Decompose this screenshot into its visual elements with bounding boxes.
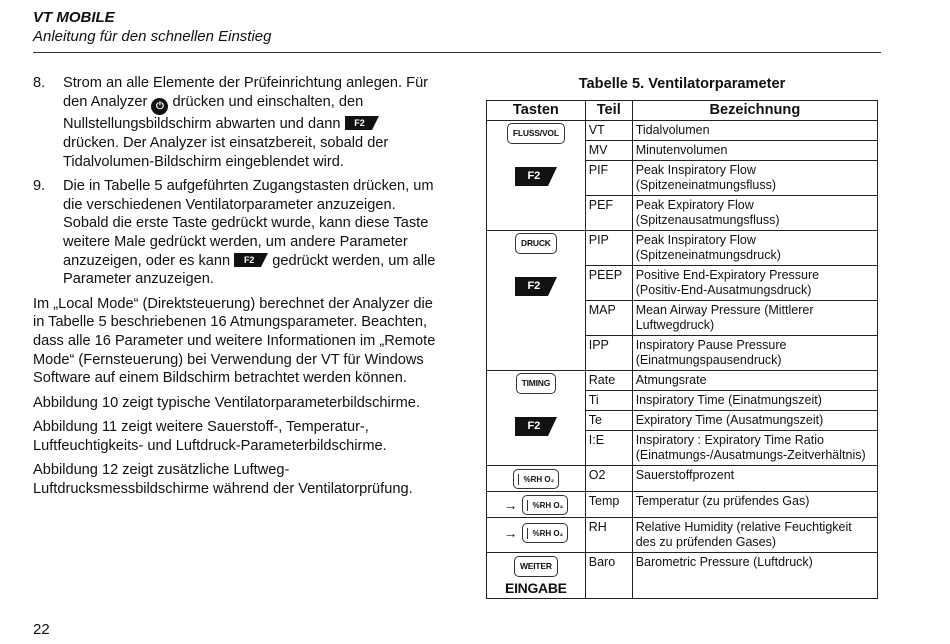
sensor-key-label: %RH O₂ — [532, 500, 564, 510]
instruction-column — [33, 74, 438, 505]
step-text-part: Strom an alle Elemente der Prüfeinrichtung anlegen. Für den Analyzer — [63, 75, 429, 110]
f2-key-label: F2 — [354, 118, 365, 129]
thermometer-icon — [527, 500, 530, 511]
bezeichnung-cell: Sauerstoffprozent — [632, 466, 877, 492]
bezeichnung-cell: Inspiratory Time (Einatmungszeit) — [632, 391, 877, 411]
teil-cell: I:E — [585, 431, 632, 466]
table-header-row — [487, 101, 878, 121]
arrow-right-icon: → — [503, 497, 518, 513]
teil-cell: VT — [585, 121, 632, 141]
step-text — [63, 177, 438, 289]
page-header — [33, 9, 881, 46]
step-text — [63, 74, 438, 171]
teil-cell: IPP — [585, 336, 632, 371]
bezeichnung-cell: Inspiratory : Expiratory Time Ratio (Einatmungs-/Ausatmungs-Zeitverhältnis) — [632, 431, 877, 466]
sensor-key-icon — [513, 469, 560, 489]
bezeichnung-cell: Relative Humidity (relative Feuchtigkeit des zu prüfenden Gases) — [632, 518, 877, 553]
header-divider — [33, 52, 881, 53]
step-text-part: Die in Tabelle 5 aufgeführten Zugangstasten drücken, um die verschiedenen Ventilatorparameter anzuzeigen. Sobald die erste Taste gedrückt wurde, kann diese Taste weitere Male gedrückt werden, um andere Parameter anzuzeigen, oder es kann — [63, 178, 434, 269]
bezeichnung-cell: Minutenvolumen — [632, 141, 877, 161]
teil-cell: MAP — [585, 301, 632, 336]
teil-cell: MV — [585, 141, 632, 161]
document-title: VT MOBILE — [33, 9, 115, 26]
timing-key-icon: TIMING — [516, 373, 557, 394]
teil-cell: O2 — [585, 466, 632, 492]
f2-key-icon — [515, 167, 557, 186]
bezeichnung-cell: Mean Airway Pressure (Mittlerer Luftwegdruck) — [632, 301, 877, 336]
arrow-right-icon: → — [503, 525, 518, 541]
bezeichnung-cell: Positive End-Expiratory Pressure (Positiv-End-Ausatmungsdruck) — [632, 266, 877, 301]
f2-key-icon — [515, 277, 557, 296]
sensor-key-icon — [522, 523, 569, 543]
paragraph-figure-12: Abbildung 12 zeigt zusätzliche Luftweg-Luftdrucksmessbildschirme während der Ventilatorprüfung. — [33, 462, 413, 498]
paragraph-local-mode: Im „Local Mode“ (Direktsteuerung) berechnet der Analyzer die in Tabelle 5 beschriebenen 16 Atmungsparameter. Beachten, dass alle 16 Parameter und weitere Informationen im „Remote Mode“ (Fernsteuerung) bei Verwendung der VT für Windows Software auf einem Bildschirm betrachtet werden können. — [33, 295, 436, 387]
sensor-key-icon — [522, 495, 569, 515]
table-row — [487, 492, 878, 518]
page-number: 22 — [33, 621, 50, 638]
step-number: 9. — [33, 178, 46, 195]
bezeichnung-cell: Barometric Pressure (Luftdruck) — [632, 553, 877, 599]
table-row — [487, 466, 878, 492]
teil-cell: Ti — [585, 391, 632, 411]
bezeichnung-cell: Peak Inspiratory Flow (Spitzeneinatmungsdruck) — [632, 231, 877, 266]
table-row — [487, 553, 878, 599]
sensor-key-label: %RH O₂ — [532, 528, 564, 538]
ventilator-parameter-table — [486, 100, 878, 599]
teil-cell: Temp — [585, 492, 632, 518]
weiter-key-icon: WEITER — [514, 556, 558, 577]
key-group-flow — [487, 121, 586, 231]
table-row — [487, 371, 878, 391]
key-group-o2 — [487, 466, 586, 492]
teil-cell: Rate — [585, 371, 632, 391]
teil-cell: PEF — [585, 196, 632, 231]
table-row — [487, 518, 878, 553]
bezeichnung-cell: Peak Expiratory Flow (Spitzenausatmungsfluss) — [632, 196, 877, 231]
power-icon: ⏻ — [151, 98, 168, 115]
bezeichnung-cell: Temperatur (zu prüfendes Gas) — [632, 492, 877, 518]
key-group-timing — [487, 371, 586, 466]
druck-key-icon: DRUCK — [515, 233, 557, 254]
thermometer-icon — [527, 528, 530, 539]
table-row — [487, 121, 878, 141]
teil-cell: PIP — [585, 231, 632, 266]
key-group-pressure — [487, 231, 586, 371]
bezeichnung-cell: Tidalvolumen — [632, 121, 877, 141]
f2-key-icon — [515, 417, 557, 436]
key-group-baro — [487, 553, 586, 599]
teil-cell: Baro — [585, 553, 632, 599]
sensor-key-label: %RH O₂ — [523, 474, 555, 484]
step-number: 8. — [33, 75, 46, 91]
f2-key-icon — [234, 253, 268, 267]
f2-key-label: F2 — [527, 420, 541, 432]
paragraph-figure-10: Abbildung 10 zeigt typische Ventilatorparameterbildschirme. — [33, 394, 420, 411]
teil-cell: RH — [585, 518, 632, 553]
step-9 — [33, 177, 438, 289]
bezeichnung-cell: Expiratory Time (Ausatmungszeit) — [632, 411, 877, 431]
teil-cell: PIF — [585, 161, 632, 196]
header-bezeichnung: Bezeichnung — [632, 101, 877, 121]
teil-cell: Te — [585, 411, 632, 431]
bezeichnung-cell: Atmungsrate — [632, 371, 877, 391]
table-title: Tabelle 5. Ventilatorparameter — [578, 76, 786, 92]
step-text-part: drücken und einschalten, den Nullstellungsbildschirm abwarten und dann — [63, 93, 364, 133]
table-row — [487, 231, 878, 266]
f2-key-label: F2 — [527, 280, 541, 292]
header-teil: Teil — [585, 101, 632, 121]
bezeichnung-cell: Peak Inspiratory Flow (Spitzeneinatmungsfluss) — [632, 161, 877, 196]
step-text-part: gedrückt werden, um alle Parameter anzuzeigen. — [63, 252, 436, 288]
eingabe-label: EINGABE — [505, 580, 567, 596]
f2-key-label: F2 — [527, 170, 541, 182]
key-group-temp — [487, 492, 586, 518]
fluss-vol-key-icon: FLUSS/VOL — [507, 123, 565, 144]
paragraph-figure-11: Abbildung 11 zeigt weitere Sauerstoff-, Temperatur-, Luftfeuchtigkeits- und Luftdruck-Parameterbildschirme. — [33, 419, 387, 454]
f2-key-icon — [345, 116, 379, 130]
header-tasten: Tasten — [487, 101, 586, 121]
thermometer-icon — [518, 474, 521, 485]
key-group-rh — [487, 518, 586, 553]
step-text-part: drücken. Der Analyzer ist einsatzbereit, sobald der Tidalvolumen-Bildschirm eingeblendet wird. — [63, 134, 389, 170]
document-subtitle: Anleitung für den schnellen Einstieg — [33, 28, 272, 45]
step-8 — [33, 74, 438, 171]
bezeichnung-cell: Inspiratory Pause Pressure (Einatmungspausendruck) — [632, 336, 877, 371]
teil-cell: PEEP — [585, 266, 632, 301]
f2-key-label: F2 — [243, 254, 255, 265]
